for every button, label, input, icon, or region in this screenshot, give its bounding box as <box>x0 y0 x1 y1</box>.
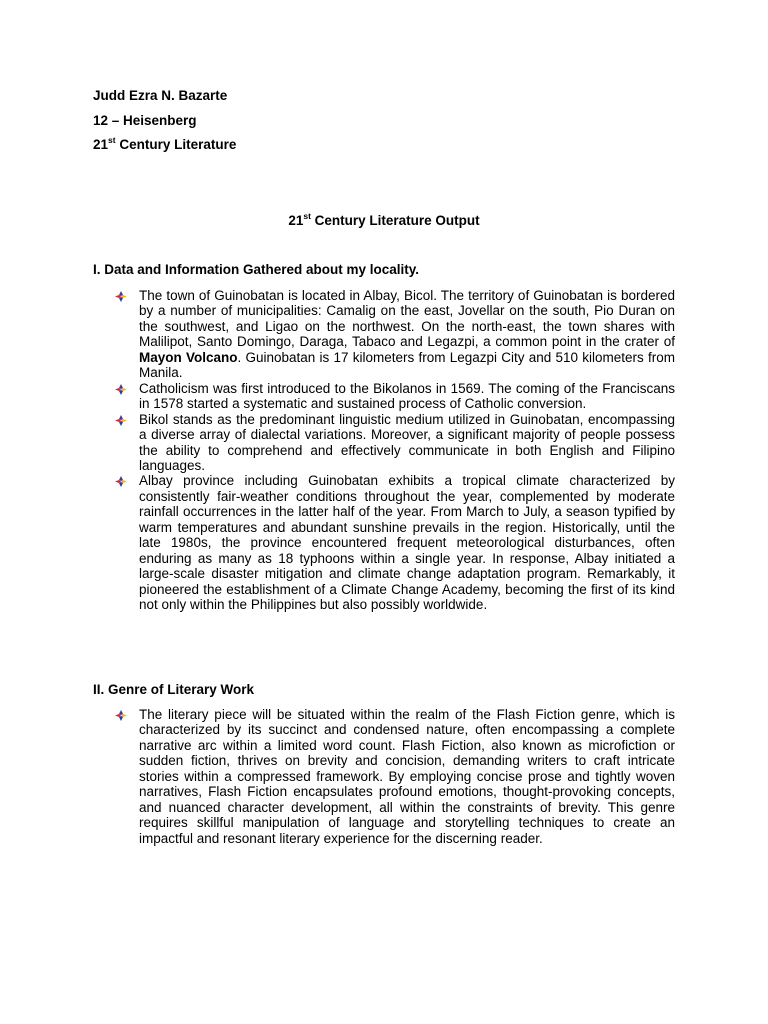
list-item <box>112 288 675 381</box>
list-item <box>112 412 675 474</box>
title-text: Century Literature Output <box>310 213 480 228</box>
four-point-arrow-bullet-icon <box>115 476 127 487</box>
list-item <box>112 473 675 612</box>
four-point-arrow-bullet-icon <box>115 384 127 395</box>
item-text: The literary piece will be situated within the realm of the Flash Fiction genre, which is characterized by its succinct and condensed nature, often encompassing a complete narrative arc within a limited word count. Flash Fiction, also known as microfiction or sudden fiction, thrives on brevity and concision, demanding writers to craft intricate stories within a compressed framework. By employing concise prose and tightly woven narratives, Flash Fiction encapsulates profound emotions, thought-provoking concepts, and nuanced character development, all within the constraints of brevity. This genre requires skillful manipulation of language and storytelling techniques to create an impactful and resonant literary experience for the discerning reader. <box>139 707 675 846</box>
genre-bullet-list <box>112 707 675 846</box>
title-ordinal-suffix: st <box>303 210 311 221</box>
title-number: 21 <box>288 213 304 228</box>
class-section: 12 – Heisenberg <box>93 113 197 128</box>
author-name: Judd Ezra N. Bazarte <box>93 88 228 103</box>
subject-number: 21 <box>93 137 109 152</box>
four-point-arrow-bullet-icon <box>115 415 127 426</box>
locality-bullet-list <box>112 288 675 613</box>
list-item <box>112 707 675 846</box>
item-text: Albay province including Guinobatan exhibits a tropical climate characterized by consistently fair-weather conditions throughout the year, complemented by moderate rainfall occurrences in the latter half of the year. From March to July, a season typified by warm temperatures and abundant sunshine prevails in the region. Historically, until the late 1980s, the province encountered frequent meteorological disturbances, often enduring as many as 18 typhoons within a single year. In response, Albay initiated a large-scale disaster mitigation and climate change adaptation program. Remarkably, it pioneered the establishment of a Climate Change Academy, becoming the first of its kind not only within the Philippines but also possibly worldwide. <box>139 473 675 613</box>
section-heading-genre: II. Genre of Literary Work <box>93 682 255 697</box>
item-text: The town of Guinobatan is located in Albay, Bicol. The territory of Guinobatan is bordered by a number of municipalities: Camalig on the east, Jovellar on the south, Pio Duran on the southwest, and Ligao on the northwest. On the north-east, the town shares with Malilipot, Santo Domingo, Daraga, Tabaco and Legazpi, a common point in the crater of <box>139 288 675 350</box>
document-title <box>0 210 768 229</box>
item-text: Bikol stands as the predominant linguistic medium utilized in Guinobatan, encompassing a diverse array of dialectal variations. Moreover, a significant majority of people possess the ability to comprehend and effectively communicate in both English and Filipino languages. <box>139 411 675 473</box>
four-point-arrow-bullet-icon <box>115 291 127 302</box>
item-text: . Guinobatan is 17 kilometers from Legazpi City and 510 kilometers from Manila. <box>139 349 675 381</box>
section-heading-locality: I. Data and Information Gathered about my locality. <box>93 262 420 277</box>
item-text: Catholicism was first introduced to the Bikolanos in 1569. The coming of the Franciscans in 1578 started a systematic and sustained process of Catholic conversion. <box>139 380 675 412</box>
four-point-arrow-bullet-icon <box>115 710 127 721</box>
subject-name: Century Literature <box>115 137 237 152</box>
subject-line <box>93 134 237 153</box>
list-item <box>112 381 675 412</box>
subject-ordinal-suffix: st <box>108 134 116 145</box>
item-bold-text: Mayon Volcano <box>139 349 238 365</box>
